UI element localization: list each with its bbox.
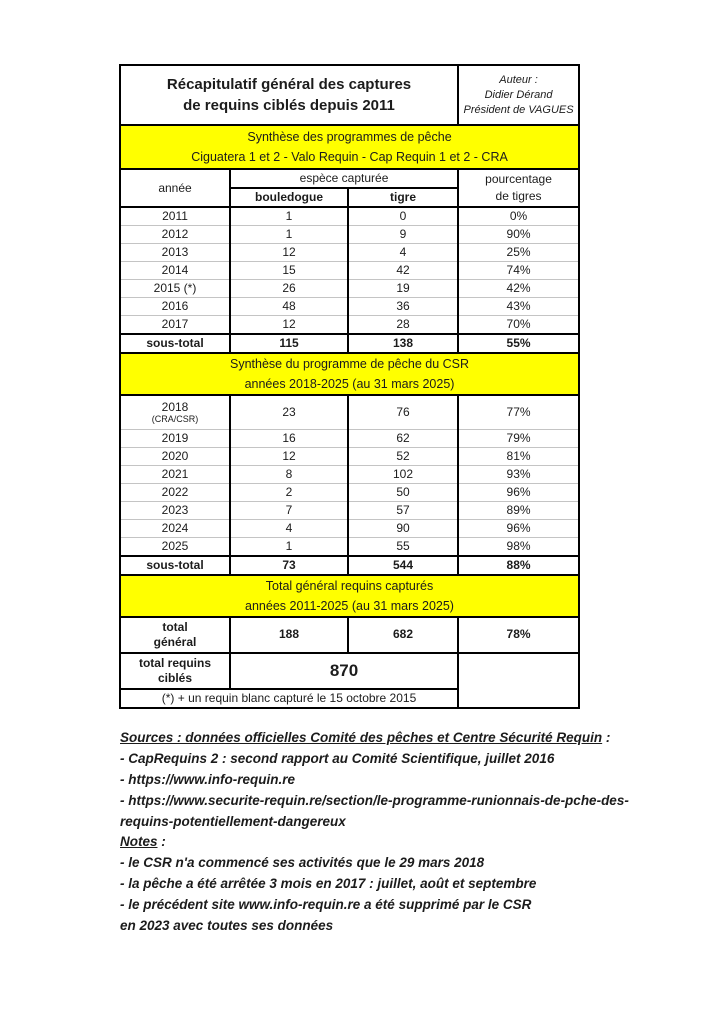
bouledogue-cell: 12 xyxy=(230,447,348,465)
year-label: 2018 xyxy=(161,400,189,415)
total-general-label-line1: total xyxy=(162,619,188,634)
tigre-cell: 9 xyxy=(348,226,458,244)
bouledogue-cell: 23 xyxy=(230,395,348,429)
pct-cell: 43% xyxy=(458,298,579,316)
tigre-cell: 57 xyxy=(348,501,458,519)
subtotal-row xyxy=(120,334,579,353)
col-header-espece: espèce capturée xyxy=(230,169,458,188)
total-targeted-label xyxy=(120,653,230,689)
bouledogue-cell: 12 xyxy=(230,244,348,262)
author-block xyxy=(458,65,579,125)
author-role: Président de VAGUES xyxy=(463,103,574,116)
table-row xyxy=(120,207,579,226)
total-general-row xyxy=(120,617,579,653)
banner-programs-line1: Synthèse des programmes de pêche xyxy=(247,130,452,144)
table-row xyxy=(120,316,579,335)
year-cell: 2017 xyxy=(120,316,230,335)
pct-cell: 81% xyxy=(458,447,579,465)
pct-cell: 42% xyxy=(458,280,579,298)
bouledogue-cell: 48 xyxy=(230,298,348,316)
subtotal-label: sous-total xyxy=(120,556,230,575)
tigre-cell: 19 xyxy=(348,280,458,298)
subtotal-row xyxy=(120,556,579,575)
note-line: - le CSR n'a commencé ses activités que le 29 mars 2018 xyxy=(120,855,485,870)
total-general-label-line2: général xyxy=(153,634,197,649)
source-line: requins-potentiellement-dangereux xyxy=(120,814,346,829)
table-row xyxy=(120,395,579,429)
captures-table xyxy=(119,64,580,709)
sources-heading-suffix: : xyxy=(602,730,611,745)
tigre-cell: 62 xyxy=(348,429,458,447)
year-cell: 2021 xyxy=(120,465,230,483)
col-header-bouledogue: bouledogue xyxy=(230,188,348,207)
tigre-cell: 544 xyxy=(348,556,458,575)
pct-cell: 55% xyxy=(458,334,579,353)
year-cell: 2025 xyxy=(120,537,230,556)
source-line: - https://www.securite-requin.re/section/le-programme-runionnais-de-pche-des- xyxy=(120,793,629,808)
pct-cell: 90% xyxy=(458,226,579,244)
year-cell: 2015 (*) xyxy=(120,280,230,298)
pct-cell: 98% xyxy=(458,537,579,556)
source-line: - CapRequins 2 : second rapport au Comité Scientifique, juillet 2016 xyxy=(120,751,555,766)
year-cell: 2012 xyxy=(120,226,230,244)
note-line: - le précédent site www.info-requin.re a été supprimé par le CSR xyxy=(120,897,532,912)
banner-csr-line2: années 2018-2025 (au 31 mars 2025) xyxy=(244,377,455,391)
year-cell: 2024 xyxy=(120,519,230,537)
pct-cell: 89% xyxy=(458,501,579,519)
author-name: Didier Dérand xyxy=(484,88,553,101)
col-header-pourcentage xyxy=(458,169,579,207)
pct-cell: 88% xyxy=(458,556,579,575)
table-row xyxy=(120,429,579,447)
sources-block xyxy=(120,727,660,832)
bouledogue-cell: 16 xyxy=(230,429,348,447)
bouledogue-cell: 115 xyxy=(230,334,348,353)
bouledogue-cell: 15 xyxy=(230,262,348,280)
year-cell xyxy=(120,395,230,429)
tigre-total-cell: 682 xyxy=(348,617,458,653)
bouledogue-cell: 26 xyxy=(230,280,348,298)
table-row xyxy=(120,280,579,298)
page-title xyxy=(120,65,458,125)
banner-csr-line1: Synthèse du programme de pêche du CSR xyxy=(230,357,470,371)
subtotal-label: sous-total xyxy=(120,334,230,353)
pct-cell: 93% xyxy=(458,465,579,483)
pct-cell: 25% xyxy=(458,244,579,262)
tigre-cell: 4 xyxy=(348,244,458,262)
tigre-cell: 50 xyxy=(348,483,458,501)
tigre-cell: 138 xyxy=(348,334,458,353)
col-header-pourcentage-line2: de tigres xyxy=(495,189,542,203)
tigre-cell: 90 xyxy=(348,519,458,537)
table-row xyxy=(120,447,579,465)
banner-total-cell xyxy=(120,575,579,617)
author-label: Auteur : xyxy=(499,73,538,86)
tigre-cell: 76 xyxy=(348,395,458,429)
pct-cell: 96% xyxy=(458,483,579,501)
pct-cell: 74% xyxy=(458,262,579,280)
tigre-cell: 0 xyxy=(348,207,458,226)
bouledogue-cell: 7 xyxy=(230,501,348,519)
banner-csr xyxy=(120,353,579,395)
pct-cell: 79% xyxy=(458,429,579,447)
notes-heading-text: Notes xyxy=(120,834,158,849)
banner-total-line2: années 2011-2025 (au 31 mars 2025) xyxy=(245,598,454,613)
year-cell: 2019 xyxy=(120,429,230,447)
tigre-cell: 102 xyxy=(348,465,458,483)
total-targeted-value: 870 xyxy=(230,653,458,689)
page-title-line2: de requins ciblés depuis 2011 xyxy=(183,97,395,114)
column-header-row xyxy=(120,169,579,188)
sources-heading-text: Sources : données officielles Comité des pêches et Centre Sécurité Requin xyxy=(120,730,603,745)
bouledogue-cell: 2 xyxy=(230,483,348,501)
note-line: - la pêche a été arrêtée 3 mois en 2017 : juillet, août et septembre xyxy=(120,876,537,891)
year-cell: 2014 xyxy=(120,262,230,280)
table-row xyxy=(120,226,579,244)
pct-cell: 0% xyxy=(458,207,579,226)
bouledogue-cell: 1 xyxy=(230,207,348,226)
table-row xyxy=(120,244,579,262)
year-cell: 2022 xyxy=(120,483,230,501)
year-cell: 2013 xyxy=(120,244,230,262)
table-row xyxy=(120,537,579,556)
tigre-cell: 55 xyxy=(348,537,458,556)
sources-heading xyxy=(120,727,660,748)
banner-programs-cell xyxy=(120,125,579,169)
pct-cell: 77% xyxy=(458,395,579,429)
year-cell: 2016 xyxy=(120,298,230,316)
banner-csr-cell xyxy=(120,353,579,395)
table-row xyxy=(120,298,579,316)
table-row xyxy=(120,501,579,519)
notes-heading-suffix: : xyxy=(157,834,166,849)
tigre-cell: 52 xyxy=(348,447,458,465)
pct-cell: 70% xyxy=(458,316,579,335)
tigre-cell: 28 xyxy=(348,316,458,335)
table-row xyxy=(120,465,579,483)
bouledogue-cell: 1 xyxy=(230,537,348,556)
col-header-tigre: tigre xyxy=(348,188,458,207)
banner-total xyxy=(120,575,579,617)
footnote-text: (*) + un requin blanc capturé le 15 octobre 2015 xyxy=(120,689,458,708)
notes-heading xyxy=(120,831,660,852)
source-line: - https://www.info-requin.re xyxy=(120,772,295,787)
table-row xyxy=(120,262,579,280)
pct-cell: 96% xyxy=(458,519,579,537)
bouledogue-cell: 73 xyxy=(230,556,348,575)
bouledogue-cell: 1 xyxy=(230,226,348,244)
banner-programs xyxy=(120,125,579,169)
table-row xyxy=(120,519,579,537)
page-title-line1: Récapitulatif général des captures xyxy=(166,76,412,93)
bouledogue-cell: 4 xyxy=(230,519,348,537)
total-general-label xyxy=(120,617,230,653)
bouledogue-cell: 12 xyxy=(230,316,348,335)
year-cell: 2023 xyxy=(120,501,230,519)
empty-cell xyxy=(458,653,579,708)
bouledogue-cell: 8 xyxy=(230,465,348,483)
year-cell: 2020 xyxy=(120,447,230,465)
year-cell: 2011 xyxy=(120,207,230,226)
total-targeted-label-line1: total requins xyxy=(138,655,211,670)
pct-total-cell: 78% xyxy=(458,617,579,653)
col-header-pourcentage-line1: pourcentage xyxy=(485,172,552,186)
col-header-annee: année xyxy=(120,169,230,207)
total-targeted-label-line2: ciblés xyxy=(157,670,193,685)
header-row xyxy=(120,65,579,125)
total-targeted-row xyxy=(120,653,579,689)
banner-total-line1: Total général requins capturés xyxy=(265,578,434,593)
notes-block xyxy=(120,831,660,936)
table-row xyxy=(120,483,579,501)
tigre-cell: 36 xyxy=(348,298,458,316)
bouledogue-total-cell: 188 xyxy=(230,617,348,653)
year-note: (CRA/CSR) xyxy=(151,414,199,425)
tigre-cell: 42 xyxy=(348,262,458,280)
note-line: en 2023 avec toutes ses données xyxy=(120,918,334,933)
banner-programs-line2: Ciguatera 1 et 2 - Valo Requin - Cap Requin 1 et 2 - CRA xyxy=(191,150,508,164)
